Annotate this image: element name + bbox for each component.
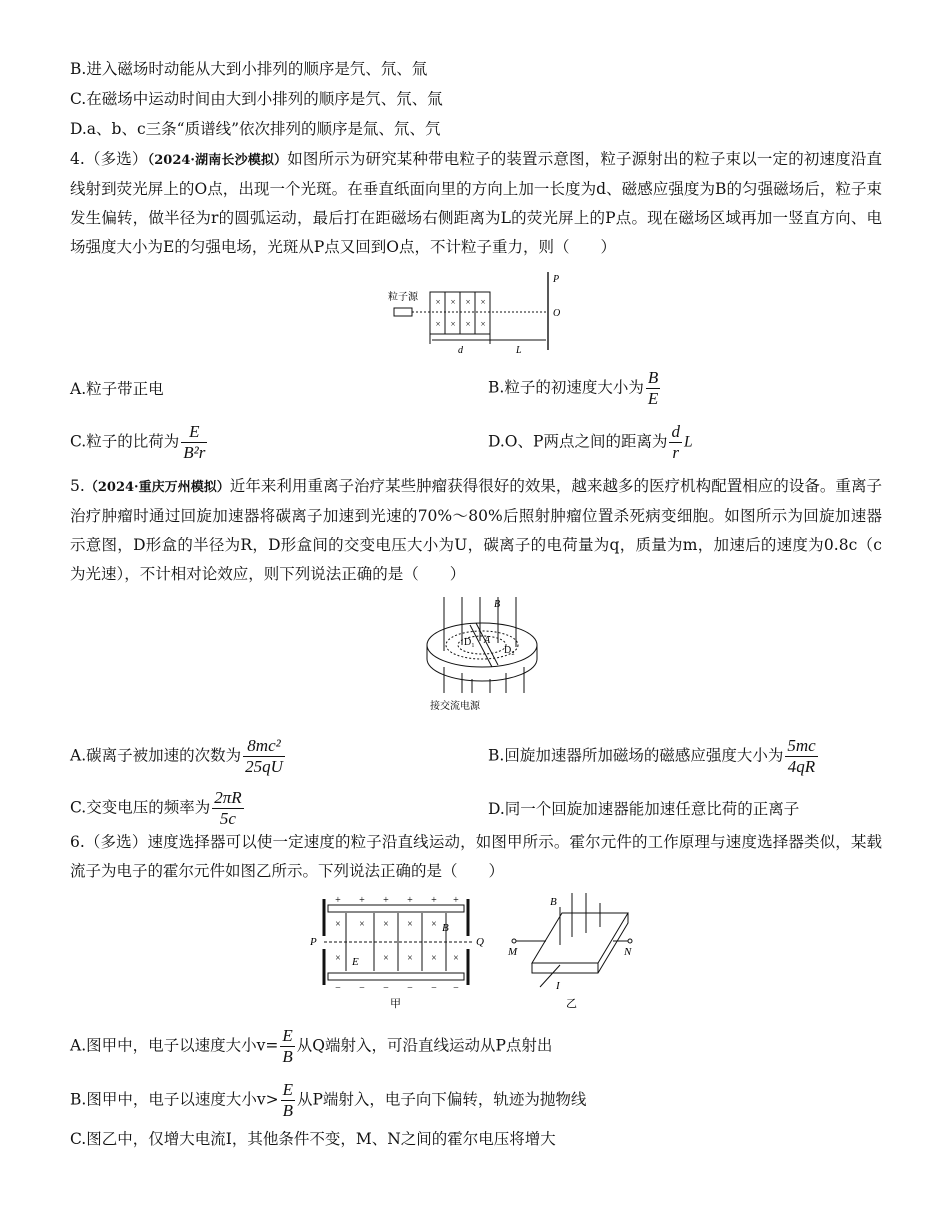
q4-stem xyxy=(70,145,882,262)
q4-fig-l: L xyxy=(516,345,522,356)
q4-fig-p: P xyxy=(553,274,560,285)
svg-text:×: × xyxy=(359,919,365,930)
svg-text:×: × xyxy=(465,297,471,307)
svg-text:−: − xyxy=(453,983,459,994)
q6-stem xyxy=(70,828,882,886)
svg-text:+: + xyxy=(431,895,437,906)
svg-text:−: − xyxy=(383,983,389,994)
q5-fig-caption: 接交流电源 xyxy=(430,701,480,712)
svg-text:×: × xyxy=(431,919,437,930)
q6-fig-m: M xyxy=(508,946,518,958)
svg-text:×: × xyxy=(335,919,341,930)
svg-text:×: × xyxy=(450,319,456,329)
q3-option-d: D.a、b、c三条“质谱线”依次排列的顺序是氚、氘、氕 xyxy=(70,120,441,138)
q6-fig-n: N xyxy=(624,946,632,958)
svg-text:×: × xyxy=(465,319,471,329)
q6-fig-yi: 乙 xyxy=(566,998,577,1010)
q5-source: （2024·重庆万州模拟） xyxy=(84,480,230,495)
q4-source: （2024·湖南长沙模拟） xyxy=(147,153,288,168)
q6-fig-q: Q xyxy=(476,936,484,948)
svg-text:×: × xyxy=(435,319,441,329)
svg-text:×: × xyxy=(453,953,459,964)
q4-option-c: C.粒子的比荷为 $\frac{E}{\text{B²r}}$ xyxy=(70,422,206,462)
q6-option-c: C.图乙中，仅增大电流I，其他条件不变，M、N之间的霍尔电压将增大 xyxy=(70,1130,556,1148)
svg-text:×: × xyxy=(407,953,413,964)
q4-figure xyxy=(388,270,578,358)
svg-text:−: − xyxy=(359,983,365,994)
svg-text:−: − xyxy=(335,983,341,994)
q6-fig-jia: 甲 xyxy=(390,998,401,1010)
q5-fig-d2: D₂ xyxy=(504,645,515,656)
svg-text:×: × xyxy=(435,297,441,307)
svg-text:×: × xyxy=(407,919,413,930)
svg-text:+: + xyxy=(383,895,389,906)
q5-fig-d1: D₁ xyxy=(464,637,475,648)
q3-option-c: C.在磁场中运动时间由大到小排列的顺序是氕、氘、氚 xyxy=(70,90,443,108)
svg-text:+: + xyxy=(335,895,341,906)
q6-option-a: A.图甲中，电子以速度大小v= $\frac{E}{B}$ 从Q端射入，可沿直线运动从P点射出 xyxy=(70,1026,553,1066)
q5-head: 5. xyxy=(70,477,85,495)
q4-option-a: A.粒子带正电 xyxy=(70,380,164,398)
q4-fig-o: O xyxy=(553,308,561,319)
q5-option-d: D.同一个回旋加速器能加速任意比荷的正离子 xyxy=(488,800,800,818)
q6-figure xyxy=(310,893,640,1013)
q4-fig-source-label: 粒子源 xyxy=(388,292,418,303)
q4-stem-text: 如图所示为研究某种带电粒子的装置示意图，粒子源射出的粒子束以一定的初速度沿直线射到荧光屏上的O点，出现一个光斑。在垂直纸面向里的方向上加一长度为d、磁感应强度为B的匀强磁场后，粒子束发生偏转，做半径为r的圆弧运动，最后打在距磁场右侧距离为L的荧光屏上的P点。现在磁场区域再加一竖直方向、电场强度大小为E的匀强电场，光斑从P点又回到O点，不计粒子重力，则（ ） xyxy=(70,150,882,256)
q4-head: 4.（多选） xyxy=(70,150,148,168)
q6-fig-p: P xyxy=(310,936,317,948)
q6-head: 6.（多选） xyxy=(70,833,148,851)
svg-text:×: × xyxy=(480,319,486,329)
svg-text:+: + xyxy=(359,895,365,906)
q4-option-b: B.粒子的初速度大小为 $\frac{B}{E}$ xyxy=(488,368,659,408)
svg-text:×: × xyxy=(480,297,486,307)
q6-fig-e: E xyxy=(352,956,359,968)
q4-option-d: D.O、P两点之间的距离为 $\frac{d}{r}$ L xyxy=(488,422,693,462)
svg-text:−: − xyxy=(431,983,437,994)
particle-source xyxy=(394,308,412,316)
svg-text:×: × xyxy=(450,297,456,307)
q6-option-b: B.图甲中，电子以速度大小v> $\frac{E}{B}$ 从P端射入，电子向下偏转，轨迹为抛物线 xyxy=(70,1080,587,1120)
q6-fig-b: B xyxy=(442,922,449,934)
q5-stem-text: 近年来利用重离子治疗某些肿瘤获得很好的效果，越来越多的医疗机构配置相应的设备。重离子治疗肿瘤时通过回旋加速器将碳离子加速到光速的70%～80%后照射肿瘤位置杀死病变细胞。如图所示为回旋加速器示意图，D形盒的半径为R，D形盒间的交变电压大小为U，碳离子的电荷量为q，质量为m，加速后的速度为0.8c（c为光速），不计相对论效应，则下列说法正确的是（ ） xyxy=(70,477,882,583)
q6-stem-text: 速度选择器可以使一定速度的粒子沿直线运动，如图甲所示。霍尔元件的工作原理与速度选择器类似，某载流子为电子的霍尔元件如图乙所示。下列说法正确的是（ ） xyxy=(70,833,882,880)
q5-fig-b: B xyxy=(494,599,501,610)
q6-fig-hall-b: B xyxy=(550,896,557,908)
svg-text:−: − xyxy=(407,983,413,994)
svg-text:+: + xyxy=(453,895,459,906)
q5-option-b: B.回旋加速器所加磁场的磁感应强度大小为 $\frac{5mc}{4qR}$ xyxy=(488,736,816,776)
q5-option-c: C.交变电压的频率为 $\frac{2\pi R}{5c}$ xyxy=(70,788,242,828)
q5-option-a: A.碳离子被加速的次数为 $\frac{\text{8mc²}}{25qU}$ xyxy=(70,736,283,776)
svg-text:×: × xyxy=(383,953,389,964)
svg-text:×: × xyxy=(335,953,341,964)
q3-option-b: B.进入磁场时动能从大到小排列的顺序是氕、氘、氚 xyxy=(70,60,428,78)
svg-text:×: × xyxy=(383,919,389,930)
svg-text:×: × xyxy=(431,953,437,964)
svg-text:+: + xyxy=(407,895,413,906)
q5-fig-a: A xyxy=(484,635,491,646)
q5-figure xyxy=(422,593,552,713)
q5-stem xyxy=(70,472,882,589)
q4-fig-d: d xyxy=(458,345,463,356)
q6-fig-i: I xyxy=(556,980,560,992)
